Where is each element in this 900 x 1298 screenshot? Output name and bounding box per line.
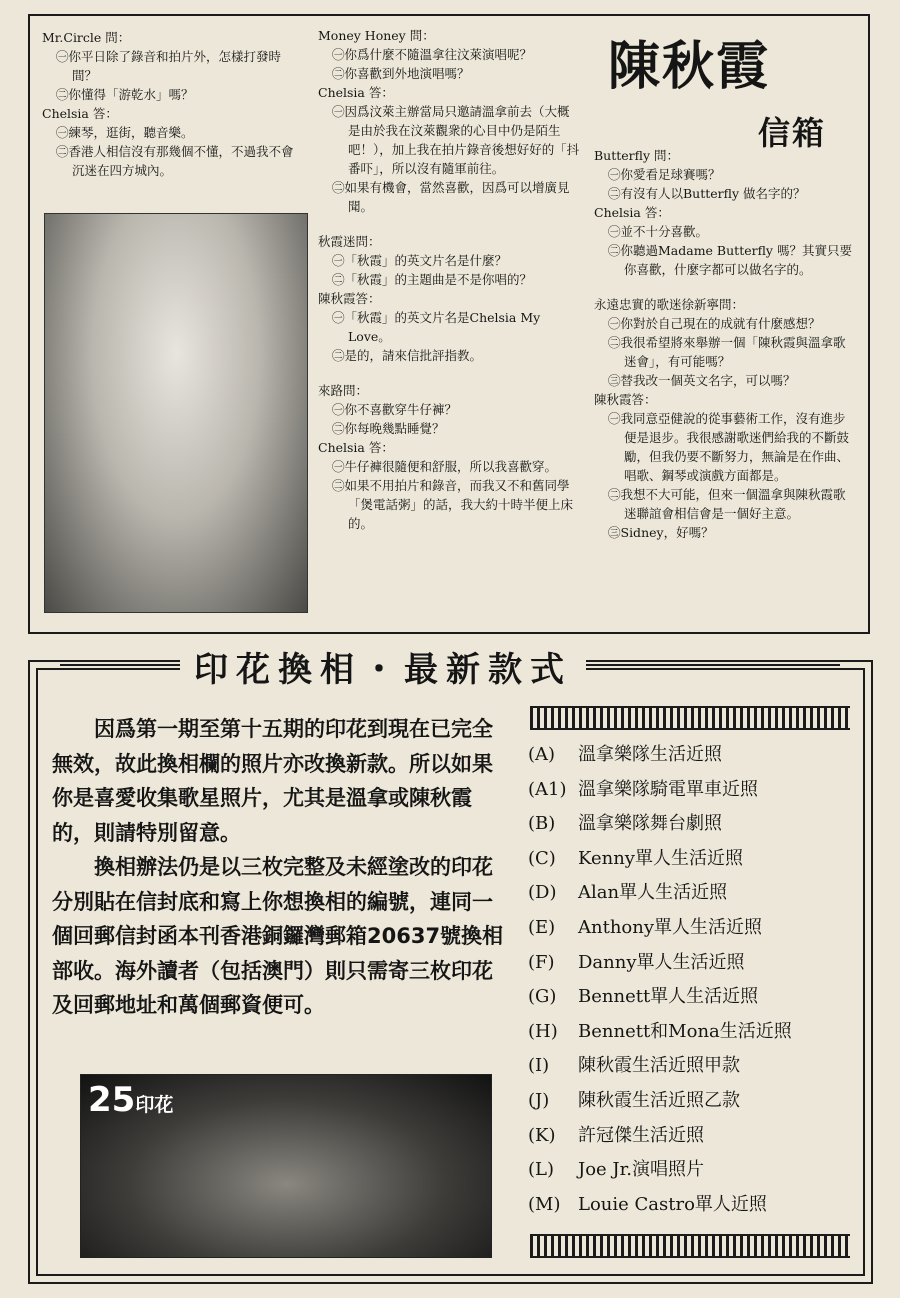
photo-option-label: Joe Jr.演唱照片 (578, 1159, 704, 1181)
exchange-instructions (52, 712, 512, 1023)
photo-option (528, 842, 858, 877)
letter-heading: 來路問： (318, 383, 369, 398)
photo-option (528, 911, 858, 946)
photo-option (528, 773, 858, 808)
photo-option-label: Danny單人生活近照 (578, 951, 745, 973)
photo-option-code: (C) (528, 847, 556, 869)
letter-item: ㊀你不喜歡穿牛仔褲？ (332, 402, 458, 417)
photo-option (528, 1119, 858, 1154)
letter-heading: Chelsia 答： (594, 205, 670, 220)
letter-item: ㊂Sidney，好嗎？ (608, 525, 714, 540)
letter-heading: Butterfly 問： (594, 148, 680, 163)
letter-item: ㊂替我改一個英文名字，可以嗎？ (608, 373, 796, 388)
photo-option (528, 876, 858, 911)
letters-column-2 (318, 26, 580, 533)
photo-option-code: (J) (528, 1089, 550, 1111)
photo-option-code: (I) (528, 1055, 550, 1077)
letter-item: ㊀你對於自己現在的成就有什麼感想？ (608, 316, 821, 331)
letters-column-3 (594, 146, 856, 542)
portrait-photo (44, 213, 308, 613)
instructions-paragraph-1: 因爲第一期至第十五期的印花到現在已完全無效，故此換相欄的照片亦改換新款。所以如果你是喜愛收集歌星照片，尤其是溫拿或陳秋霞的，則請特別留意。 (52, 717, 493, 845)
letter-heading: Chelsia 答： (318, 85, 394, 100)
letter-item: ㊁有沒有人以Butterfly 做名字的？ (608, 186, 806, 201)
photo-option-code: (B) (528, 813, 556, 835)
letter-heading: Chelsia 答： (318, 440, 394, 455)
letter-heading: 陳秋霞答： (594, 392, 657, 407)
letter-heading: Mr.Circle 問： (42, 30, 131, 45)
photo-option-label: Bennett單人生活近照 (578, 986, 759, 1008)
letter-item: ㊁你喜歡到外地演唱嗎？ (332, 66, 470, 81)
photo-option (528, 807, 858, 842)
letter-item: ㊁我很希望將來舉辦一個「陳秋霞與溫拿歌迷會」，有可能嗎？ (608, 335, 846, 369)
letter-item: ㊁是的，請來信批評指教。 (332, 348, 483, 363)
photo-option-label: Louie Castro單人近照 (578, 1193, 767, 1215)
photo-option-code: (L) (528, 1159, 554, 1181)
letter-item: ㊀牛仔褲很隨便和舒服，所以我喜歡穿。 (332, 459, 558, 474)
greek-key-border-top (530, 706, 850, 730)
letter-item: ㊁「秋霞」的主題曲是不是你唱的？ (332, 272, 533, 287)
banner-title: 印花換相・最新款式 (180, 642, 586, 691)
greek-key-border-bottom (530, 1234, 850, 1258)
photo-option-code: (F) (528, 951, 555, 973)
photo-option-code: (D) (528, 882, 557, 904)
spacer (318, 216, 580, 232)
letter-item: ㊁如果有機會，當然喜歡，因爲可以增廣見聞。 (332, 180, 570, 214)
photo-option-code: (M) (528, 1193, 561, 1215)
letter-item: ㊀練琴，逛街，聽音樂。 (56, 125, 194, 140)
mailbox-title: 陳秋霞 (608, 36, 771, 97)
photo-option-label: 陳秋霞生活近照乙款 (578, 1089, 740, 1111)
letter-item: ㊁如果不用拍片和錄音，而我又不和舊同學「煲電話粥」的話，我大約十時半便上床的。 (332, 478, 574, 531)
photo-option-label: 溫拿樂隊生活近照 (578, 744, 722, 765)
photo-option-code: (A1) (528, 778, 567, 800)
letter-item: ㊀「秋霞」的英文片名是Chelsia My Love。 (332, 310, 541, 344)
letter-item: ㊁我想不大可能，但來一個溫拿與陳秋霞歌迷聯誼會相信會是一個好主意。 (608, 487, 846, 521)
letter-item: ㊀你愛看足球賽嗎？ (608, 167, 721, 182)
letter-item: ㊁你每晚幾點睡覺？ (332, 421, 445, 436)
photo-option-code: (E) (528, 916, 556, 938)
letter-heading: Money Honey 問： (318, 28, 435, 43)
letter-item: ㊀你爲什麼不隨溫拿往汶萊演唱呢？ (332, 47, 533, 62)
letter-item: ㊁你聽過Madame Butterfly 嗎？其實只要你喜歡，什麼字都可以做名字的。 (608, 243, 852, 277)
photo-option (528, 1084, 858, 1119)
stamp-number: 25 (88, 1080, 136, 1120)
spacer (318, 365, 580, 381)
letter-item: ㊁香港人相信沒有那幾個不懂，不過我不會沉迷在四方城內。 (56, 144, 294, 178)
stamp-badge (88, 1080, 173, 1120)
photo-option-label: 陳秋霞生活近照甲款 (578, 1055, 740, 1077)
photo-option-label: Alan單人生活近照 (578, 882, 728, 904)
photo-option (528, 1188, 858, 1223)
photo-option (528, 738, 858, 773)
photo-option (528, 946, 858, 981)
letter-heading: 永遠忠實的歌迷徐新寧問： (594, 297, 745, 312)
letter-item: ㊀並不十分喜歡。 (608, 224, 709, 239)
letter-heading: 秋霞迷問： (318, 234, 381, 249)
photo-option-label: 溫拿樂隊舞台劇照 (578, 813, 722, 835)
photo-option-label: 許冠傑生活近照 (578, 1124, 704, 1146)
photo-option-list (528, 738, 858, 1222)
photo-option-code: (K) (528, 1124, 556, 1146)
letters-column-1 (42, 28, 304, 180)
letter-item: ㊀因爲汶萊主辦當局只邀請溫拿前去（大概是由於我在汶萊觀衆的心目中仍是陌生吧！），加上我在拍片錄音後想好好的「抖番吓」，所以沒有隨軍前往。 (332, 104, 580, 176)
photo-option-code: (G) (528, 986, 557, 1008)
letter-item: ㊀你平日除了錄音和拍片外，怎樣打發時間？ (56, 49, 282, 83)
spacer (594, 279, 856, 295)
letter-item: ㊀「秋霞」的英文片名是什麼？ (332, 253, 508, 268)
letter-item: ㊀我同意亞健說的從事藝術工作，沒有進步便是退步。我很感謝歌迷們給我的不斷鼓勵，但我仍要不斷努力，無論是在作曲、唱歌、鋼琴或演戲方面都是。 (608, 411, 850, 483)
letter-heading: 陳秋霞答： (318, 291, 381, 306)
stamp-label: 印花 (135, 1094, 174, 1116)
instructions-paragraph-2: 換相辦法仍是以三枚完整及未經塗改的印花分別貼在信封底和寫上你想換相的編號，連同一個回郵信封函本刊香港銅鑼灣郵箱20637號換相部收。海外讀者（包括澳門）則只需寄三枚印花及回郵地址和萬個郵資便可。 (52, 855, 504, 1017)
photo-option (528, 1153, 858, 1188)
photo-option (528, 1015, 858, 1050)
photo-option (528, 1049, 858, 1084)
photo-option-label: Anthony單人生活近照 (578, 916, 763, 938)
photo-option-code: (H) (528, 1020, 558, 1042)
photo-option-label: 溫拿樂隊騎電單車近照 (578, 778, 758, 800)
letter-item: ㊁你懂得「游乾水」嗎？ (56, 87, 194, 102)
photo-option-label: Bennett和Mona生活近照 (578, 1020, 792, 1042)
photo-option (528, 980, 858, 1015)
photo-option-code: (A) (528, 744, 556, 765)
photo-option-label: Kenny單人生活近照 (578, 847, 743, 869)
mailbox-subtitle: 信箱 (758, 114, 827, 152)
letter-heading: Chelsia 答： (42, 106, 118, 121)
